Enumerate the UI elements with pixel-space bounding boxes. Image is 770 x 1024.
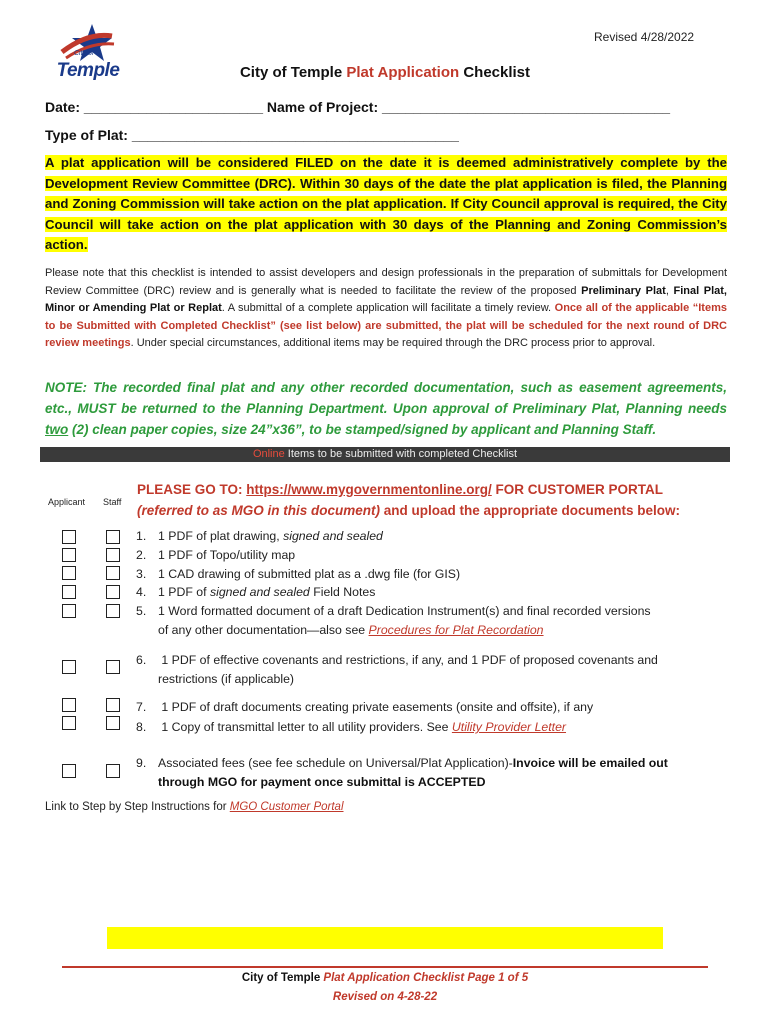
checklist-item-9: 9. Associated fees (see fee schedule on Universal/Plat Application)-Invoice will be emailed out through MGO for payment once submittal is ACCEPTED: [136, 756, 668, 789]
applicant-checkbox-6[interactable]: [62, 660, 76, 674]
date-project-line: Date: _______________________ Name of Project: _____________________________________: [45, 99, 671, 115]
applicant-checkbox-4[interactable]: [62, 585, 76, 599]
staff-checkbox-4[interactable]: [106, 585, 120, 599]
checklist-item-4: 4. 1 PDF of signed and sealed Field Notes: [136, 585, 376, 599]
staff-checkbox-2[interactable]: [106, 548, 120, 562]
logo-name-text: Temple: [56, 60, 120, 81]
staff-checkbox-7[interactable]: [106, 698, 120, 712]
filed-notice: A plat application will be considered FILED on the date it is deemed administratively complete by the Development Review Committee (DRC). Within 30 days of the date the plat application is filed, the Planning and Zoning Commission will take action on the plat application. If City Council approval is required, the City Council will take action on the plat application with 30 days of the Planning and Zoning Commission’s action.: [45, 155, 727, 252]
type-of-plat-line: Type of Plat: __________________________________________: [45, 127, 459, 143]
utility-provider-letter-link[interactable]: Utility Provider Letter: [451, 720, 567, 734]
footer-divider: [62, 966, 708, 968]
revised-date: Revised 4/28/2022: [594, 30, 695, 44]
checklist-item-6: 6. 1 PDF of effective covenants and restrictions, if any, and 1 PDF of proposed covenants and restrictions (if applicable): [136, 653, 658, 686]
checklist-item-3: 3. 1 CAD drawing of submitted plat as a .dwg file (for GIS): [136, 567, 461, 581]
checklist-item-1: 1. 1 PDF of plat drawing, signed and sealed: [136, 529, 383, 543]
staff-checkbox-5[interactable]: [106, 604, 120, 618]
applicant-checkbox-5[interactable]: [62, 604, 76, 618]
staff-column-header: Staff: [103, 497, 122, 507]
applicant-column-header: Applicant: [48, 497, 86, 507]
applicant-checkbox-3[interactable]: [62, 566, 76, 580]
checklist-note: Please note that this checklist is intended to assist developers and design professionals in the preparation of submittals for Development Review Committee (DRC) review and is generally what is needed to facilitate the review of the proposed Preliminary Plat, Final Plat, Minor or Amending Plat or Replat. A submittal of a complete application will facilitate a timely review. Once all of the applicable “Items to be Submitted with Completed Checklist” (see list below) are submitted, the plat will be scheduled for the next round of DRC review meetings. Under special circumstances, additional items may be required through the DRC process prior to approval.: [45, 267, 727, 349]
staff-checkbox-3[interactable]: [106, 566, 120, 580]
checklist-item-5: 5. 1 Word formatted document of a draft Dedication Instrument(s) and final recorded versions of any other documentation—also see Procedures for Plat Recordation: [136, 604, 651, 637]
mgo-customer-portal-link[interactable]: MGO Customer Portal: [229, 801, 344, 813]
checklist-item-2: 2. 1 PDF of Topo/utility map: [136, 548, 296, 562]
staff-checkbox-9[interactable]: [106, 764, 120, 778]
checklist-item-7: 7. 1 PDF of draft documents creating private easements (onsite and offsite), if any: [136, 700, 594, 714]
applicant-checkbox-2[interactable]: [62, 548, 76, 562]
step-instructions-line: Link to Step by Step Instructions for MGO Customer Portal: [45, 801, 344, 813]
staff-checkbox-8[interactable]: [106, 716, 120, 730]
applicant-checkbox-7[interactable]: [62, 698, 76, 712]
applicant-checkbox-1[interactable]: [62, 530, 76, 544]
portal-instructions: PLEASE GO TO: https://www.mygovernmentonline.org/ FOR CUSTOMER PORTAL (referred to as MGO in this document) and upload the appropriate documents below:: [137, 482, 681, 518]
footer-title: City of Temple Plat Application Checklist Page 1 of 5: [241, 972, 529, 984]
staff-checkbox-6[interactable]: [106, 660, 120, 674]
checklist-item-8: 8. 1 Copy of transmittal letter to all utility providers. See Utility Provider Letter: [136, 720, 567, 734]
applicant-checkbox-9[interactable]: [62, 764, 76, 778]
footer-revised: Revised on 4-28-22: [332, 991, 438, 1003]
mgo-portal-link[interactable]: https://www.mygovernmentonline.org/: [246, 482, 492, 497]
page-title: City of Temple Plat Application Checklist: [239, 64, 531, 81]
plat-recordation-link[interactable]: Procedures for Plat Recordation: [368, 622, 544, 637]
applicant-checkbox-8[interactable]: [62, 716, 76, 730]
staff-checkbox-1[interactable]: [106, 530, 120, 544]
highlight-box: [107, 927, 663, 949]
recorded-plat-note: NOTE: The recorded final plat and any other recorded documentation, such as easement agreements, etc., MUST be returned to the Planning Department. Upon approval of Preliminary Plat, Planning needs two (2) clean paper copies, size 24”x36”, to be stamped/signed by applicant and Planning Staff.: [45, 380, 727, 437]
section-bar: Online Items to be submitted with completed Checklist: [40, 447, 730, 462]
logo-city-text: City of: [74, 50, 94, 57]
